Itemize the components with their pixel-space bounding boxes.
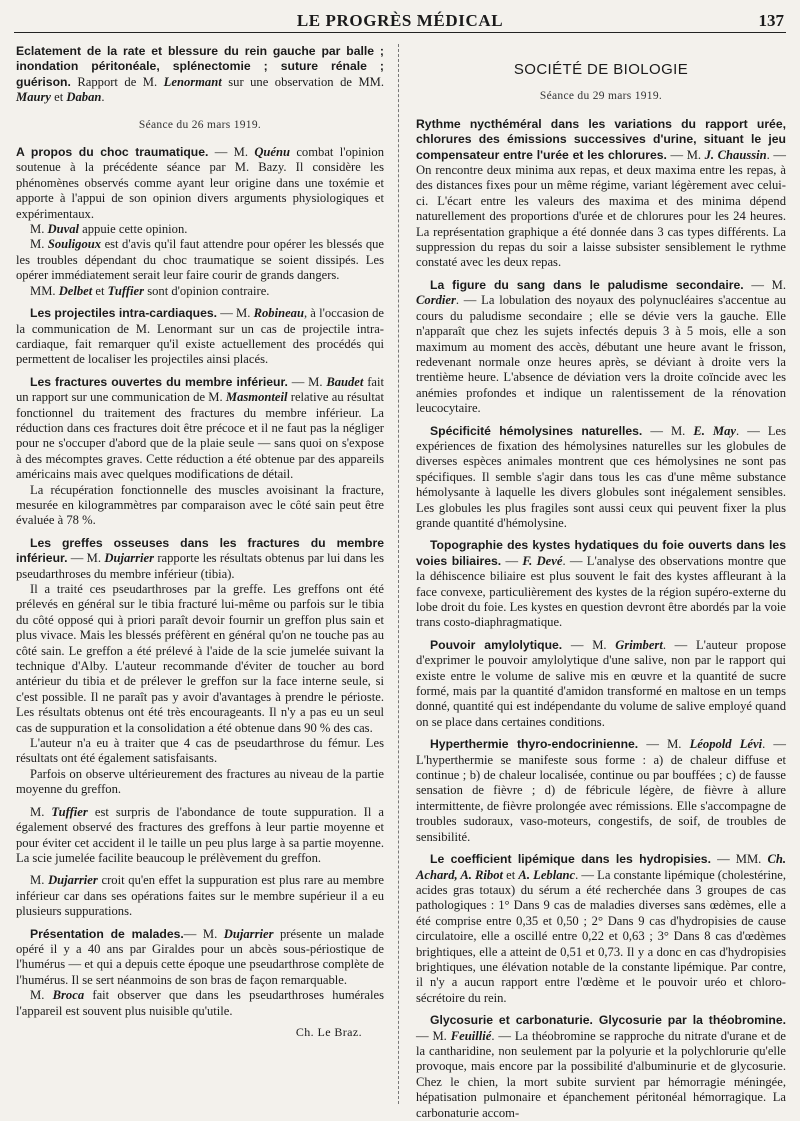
author-name: Delbet — [58, 283, 93, 298]
author-name: Ch. Achard, A. Ribot — [416, 852, 786, 882]
author-name: Léopold Lévi — [689, 737, 763, 752]
article-amylolytique: Pouvoir amylolytique. — M. Grimbert. — L'auteur propose d'exprimer le pouvoir amylolytique d'une salive, non par le rapport qui existe entre le volume de salive mis en œuvre et la quantité de sucre formé, mais par la quantité d'amidon transformé en maltose en un temps donné, quantité qui est indépendante du volume de salive employé quand on se place dans certaines conditions. — [416, 637, 786, 729]
article-greffes: Les greffes osseuses dans les fractures du membre inférieur. — M. Dujarrier rapporte les résultats obtenus par lui dans les pseudarthroses du membre inférieur (tibia). — [16, 535, 384, 581]
article-heading: Les fractures ouvertes du membre inférieur. — [30, 374, 288, 389]
article-heading: Rythme nycthéméral dans les variations du rapport urée, chlorures des émissions successives d'urine, situant le jeu compensateur entre l'urée et les chlorures. — [416, 116, 786, 162]
article-lipemique: Le coefficient lipémique dans les hydropisies. — MM. Ch. Achard, A. Ribot et A. Leblanc. — La constante lipémique (cholestérine, acides gras totaux) du sérum a été recherchée dans 3 groupes de cas pathologiques : 1° Dans 9 cas de maladies diverses sans œdèmes, elle a été comprise entre 0,35 et 0,50 ; 2° Dans 9 cas d'hydropisies de cause circulatoire, elle a oscillé entre 0,22 et 0,63 ; 3° Dans 8 cas d'œdèmes brightiques, elle a atteint de 0,51 et 0,73. Il y a donc en cas d'hydropisies brightiques, une élévation notable de la constante lipémique. Par contre, il n'y a aucun rapport entre l'œdème et le pouvoir uréo et chloro-sécrétoire du rein. — [416, 852, 786, 1005]
article-heading: Présentation de malades. — [30, 926, 184, 941]
author-name: J. Chaussin — [704, 147, 767, 162]
signature: Ch. Le Braz. — [295, 1024, 362, 1039]
article-projectiles: Les projectiles intra-cardiaques. — M. Robineau, à l'occasion de la communication de M. Lenormant sur un cas de projectile intra-cardiaque, fait remarquer qu'il existe actuellement des procédés qui permettent de localiser les projectiles ainsi placés. — [16, 306, 385, 367]
author-name: F. Devé — [522, 553, 563, 568]
article-heading: Hyperthermie thyro-endocrinienne. — [430, 737, 639, 752]
article-sang: La figure du sang dans le paludisme secondaire. — M. Cordier. — La lobulation des noyaux des polynucléaires s'accentue au cours du paludisme secondaire ; elle se dévie vers la gauche. Elle n'apparaît que chez les sujets infectés depuis 3 à 5 mois, elle a son maximum au moment des accès, débutant une heure avant le frisson, redevenant normale onze heures après, se déviant à droite vers la trentième heure. L'absence de déviation vers la droite coïncide avec les anémies profondes et indique un ralentissement de la rénovation leucocytaire. — [416, 277, 786, 416]
author-name: Baudet — [326, 374, 364, 389]
paragraph-greffes-femur: L'auteur n'a eu à traiter que 4 cas de pseudarthrose du fémur. Les résultats ont été également satisfaisants. — [16, 736, 384, 766]
paragraph-greffes-fractures: Parfois on observe ultérieurement des fractures au niveau de la partie moyenne du greffon. — [16, 766, 384, 797]
page-number: 137 — [758, 11, 784, 30]
paragraph-tuffier: M. Tuffier est surpris de l'abondance de toute suppuration. Il a également observé des fractures des greffons à leur partie moyenne et pour éviter cet accident il le taille un peu plus large à sa partie moyenne. La scie jumelée facilite beaucoup le prélèvement du greffon. — [16, 804, 384, 865]
article-heading: Spécificité hémolysines naturelles. — [430, 423, 643, 438]
author-name: E. May — [693, 423, 737, 438]
article-heading: Topographie des kystes hydatiques du foie ouverts dans les voies biliaires. — [416, 538, 786, 568]
author-name: Cordier — [416, 293, 456, 308]
session-date: Séance du 29 mars 1919. — [539, 90, 663, 103]
column-divider — [398, 44, 399, 1104]
author-name: Duval — [47, 222, 79, 237]
right-column — [416, 44, 787, 1120]
article-lenormant: Eclatement de la rate et blessure du rein gauche par balle ; inondation péritonéale, splénectomie ; suture rénale ; guérison. Rapport de M. Lenormant sur une observation de MM. Maury et Daban. — [16, 44, 384, 105]
article-kystes: Topographie des kystes hydatiques du foie ouverts dans les voies biliaires. — F. Devé. — L'analyse des observations montre que la déhiscence biliaire est plus souvent le fait des kystes affleurant à la face convexe, particulièrement des kystes de la région supéro-externe du lobe droit du foie. Les kystes en question devront être abordés par la voie trans costo-diaphragmatique. — [416, 538, 786, 630]
article-heading: Pouvoir amylolytique. — [430, 637, 563, 652]
author-name: Dujarrier — [48, 873, 98, 888]
article-fractures: Les fractures ouvertes du membre inférieur. — M. Baudet fait un rapport sur une communication de M. Masmonteil relative au résultat fonctionnel du traitement des fractures du membre inférieur. La réduction dans ces fractures doit être précoce et il ne faut pas la négliger pour ne s'occuper d'abord que de la plaie seule — sans quoi on s'expose à des mécomptes graves. Cette réduction a été obtenue par des appareils américains mais avec quelques modifications de détail. — [16, 374, 384, 482]
author-name: Dujarrier — [223, 926, 274, 941]
author-name: Masmonteil — [225, 390, 288, 405]
article-heading: Le coefficient lipémique dans les hydropisies. — [430, 852, 711, 867]
paragraph-greffes-technique: Il a traité ces pseudarthroses par la greffe. Les greffons ont été prélevés en général sur le tibia fracturé lui-même ou parfois sur le tibia du côté opposé qui à priori paraît devoir fournir un greffon plus sain et plus vivace. Mais les blessés préfèrent en général qu'on ne touche pas au côté sain. Le greffon a été prélevé à l'aide de la scie jumelée suivant la technique d'Alby. L'auteur recommande d'éviter de toucher au bord antérieur du tibia et de prélever le greffon sur la face interne seule, si c'est possible. Il ne paraît pas y avoir d'avantages à prendre le périoste. Les résultats obtenus ont été très encourageants. Il n'y a pas eu un seul cas de suppuration et la consolidation a été obtenue dans 90 % des cas. — [16, 582, 384, 735]
journal-title: LE PROGRÈS MÉDICAL — [296, 11, 504, 30]
page-header — [14, 8, 786, 33]
article-heading: Eclatement de la rate et blessure du rein gauche par balle ; inondation péritonéale, splénectomie ; suture rénale ; guérison. — [16, 44, 384, 89]
author-name: Feuillié — [450, 1028, 492, 1043]
left-column — [16, 44, 384, 1108]
author-name: A. Leblanc — [518, 867, 576, 882]
paragraph-duval: M. Duval appuie cette opinion. — [30, 222, 188, 237]
author-name: Tuffier — [51, 804, 88, 819]
article-heading: Glycosurie et carbonaturie. Glycosurie par la théobromine. — [430, 1013, 786, 1028]
article-heading: La figure du sang dans le paludisme secondaire. — [430, 277, 744, 292]
paragraph-recuperation: La récupération fonctionnelle des muscles avoisinant la fracture, mesurée en kilogrammètres par comparaison avec le côté sain peut être évaluée à 78 %. — [16, 482, 384, 528]
article-choc: A propos du choc traumatique. — M. Quénu combat l'opinion soutenue à la précédente séance par M. Bazy. Il considère les phénomènes observés comme ayant leur origine dans une toxémie et apporte à l'appui de son opinion divers arguments physiologiques et expérimentaux. — [16, 145, 384, 221]
article-glycosurie: Glycosurie et carbonaturie. Glycosurie par la théobromine. — M. Feuillié. — La théobromine se rapproche du nitrate d'urane et de la cantharidine, non seulement par la polyurie et la polychlorurie qu'elle provoque, mais encore par la possibilité d'albuminurie et de glycosurie. Chez le chien, la mort subite survient par hémorragie méningée, hépatisation pulmonaire et épanchement péritonéal hémorragique. La carbonaturie accom- — [416, 1013, 786, 1120]
author-name: Quénu — [254, 145, 291, 160]
article-heading: Les greffes osseuses dans les fractures du membre inférieur. — [16, 535, 384, 566]
paragraph-dujarrier: M. Dujarrier croit qu'en effet la suppuration est plus rare au membre inférieur car dans ses opérations faites sur le membre supérieur il a eu plusieurs suppurations. — [16, 873, 384, 919]
session-date: Séance du 26 mars 1919. — [138, 118, 262, 131]
article-heading: A propos du choc traumatique. — [16, 145, 209, 160]
author-name: Souligoux — [47, 237, 102, 252]
paragraph-souligoux: M. Souligoux est d'avis qu'il faut attendre pour opérer les blessés que les troubles dépendant du choc traumatique se soient dissipés. Les opérer immédiatement serait leur faire courir de grands dangers. — [16, 237, 385, 283]
article-hyperthermie: Hyperthermie thyro-endocrinienne. — M. Léopold Lévi. — L'hyperthermie se manifeste sous forme : a) de chaleur diffuse et continue ; b) de chaleur localisée, continue ou par bouffées ; c) de fausse sensation de fièvre ; d) de fébricule légère, de fièvre à allure intermittente, de fièvre prolongée avec rémissions. Elle s'accompagne de troubles sudoraux, vaso-moteurs, congestifs, de soif, de troubles de sensibilité. — [416, 737, 787, 844]
article-hemolysines: Spécificité hémolysines naturelles. — M. E. May. — Les expériences de fixation des hémolysines naturelles sur les globules de diverses espèces animales montrent que ces hémolysines ne sont pas spécifiques. Il semble s'agir dans tous les cas d'une même substance hémolysante à laquelle les divers globules sont inégalement sensibles. Les globules les plus fragiles sont aussi ceux qui peuvent fixer la plus grande quantité d'hémolysine. — [416, 423, 787, 530]
section-title: SOCIÉTÉ DE BIOLOGIE — [513, 61, 689, 78]
author-name: Robineau — [253, 306, 304, 321]
article-presentation: Présentation de malades.— M. Dujarrier présente un malade opéré il y a 40 ans par Giraldes pour un abcès sous-périostique de l'humérus — et qui a depuis cette époque une pseudarthrose complète de l'humérus. Il se sert néanmoins de son bras de façon remarquable. — [16, 926, 384, 987]
paragraph-delbet: MM. Delbet et Tuffier sont d'opinion contraire. — [30, 283, 270, 298]
paragraph-broca: M. Broca fait observer que dans les pseudarthroses humérales l'appareil est souvent plus nuisible qu'utile. — [16, 988, 384, 1018]
article-rythme: Rythme nycthéméral dans les variations du rapport urée, chlorures des émissions successives d'urine, situant le jeu compensateur entre l'urée et les chlorures. — M. J. Chaussin. — On rencontre deux minima aux repas, et deux maxima entre les repas, à des distances fixes pour un même régime, variant légèrement avec celui-ci. L'écart entre les valeurs des maxima et des minima dépend naturellement des proportions d'urée et de chlorures pour les 24 heures. La représentation graphique a été donnée dans 3 cas types différents. La suppression du repas du soir a laisse subsister sensiblement le rythme constaté avec les deux repas. — [416, 116, 786, 270]
author-name: Daban — [66, 90, 102, 105]
author-name: Lenormant — [163, 74, 222, 89]
author-name: Tuffier — [107, 283, 145, 298]
author-name: Maury — [16, 90, 51, 105]
article-heading: Les projectiles intra-cardiaques. — [30, 306, 218, 321]
author-name: Broca — [52, 988, 85, 1003]
author-name: Dujarrier — [104, 551, 155, 566]
author-name: Grimbert — [615, 637, 663, 652]
